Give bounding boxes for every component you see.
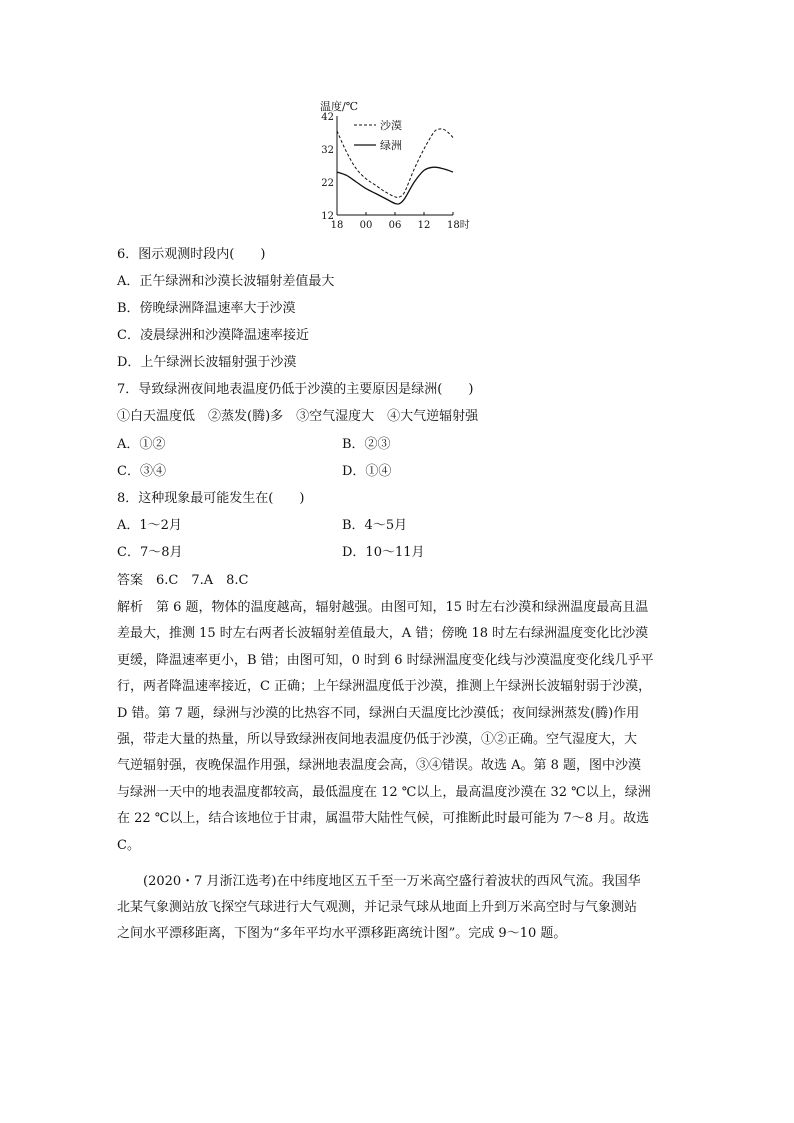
analysis-line: 行，两者降温速率接近，C 正确；上午绿洲温度低于沙漠，推测上午绿洲长波辐射弱于沙漠， <box>117 679 652 695</box>
question-7-stem: 7．导致绿洲夜间地表温度仍低于沙漠的主要原因是绿洲( ) <box>117 382 474 397</box>
analysis-line: 强，带走大量的热量，所以导致绿洲夜间地表温度仍低于沙漠，①②正确。空气湿度大，大 <box>117 732 638 748</box>
question-8-stem: 8．这种现象最可能发生在( ) <box>117 491 305 506</box>
analysis-line: 与绿洲一天中的地表温度都较高，最低温度在 12 ℃以上，最高温度沙漠在 32 ℃以上，绿洲 <box>117 784 651 800</box>
analysis-line: 在 22 ℃以上，结合该地位于甘肃，属温带大陆性气候，可推断此时最可能为 7～8 月。故选 <box>117 811 650 827</box>
q7-option-c: C．③④ <box>117 464 166 479</box>
intro-line: 之间水平漂移距离，下图为“多年平均水平漂移距离统计图”。完成 9～10 题。 <box>117 926 567 941</box>
x-tick-label: 12 <box>417 220 431 231</box>
intro-paragraph <box>117 869 679 947</box>
series-line-oasis <box>337 167 453 204</box>
y-tick-label: 32 <box>321 145 334 156</box>
q6-option-b: B．傍晚绿洲降温速率大于沙漠 <box>117 301 296 316</box>
x-tick-label: 00 <box>359 220 373 231</box>
legend <box>354 118 402 152</box>
intro-line: (2020・7 月浙江选考)在中纬度地区五千至一万米高空盛行着波状的西风气流。我国华 <box>143 874 641 889</box>
analysis-line: 解析 第 6 题，物体的温度越高，辐射越强。由图可知，15 时左右沙漠和绿洲温度最高且温 <box>117 600 649 615</box>
x-tick-label: 18 <box>330 220 344 231</box>
q6-option-a: A．正午绿洲和沙漠长波辐射差值最大 <box>117 274 335 289</box>
q7-items: ①白天温度低 ②蒸发(腾)多 ③空气湿度大 ④大气逆辐射强 <box>117 409 479 424</box>
legend-label-oasis: 绿洲 <box>380 139 402 152</box>
y-axis-label: 温度/℃ <box>320 100 359 113</box>
analysis-line: C。 <box>117 837 140 853</box>
intro-line: 北某气象测站放飞探空气球进行大气观测，并记录气球从地面上升到万米高空时与气象测站 <box>117 900 638 915</box>
y-tick-label: 42 <box>321 112 334 123</box>
q8-option-c: C．7～8月 <box>117 545 183 560</box>
q8-option-d: D．10～11月 <box>342 545 425 560</box>
q7-option-d: D．①④ <box>342 464 392 479</box>
analysis-line: D 错。第 7 题，绿洲与沙漠的比热容不同，绿洲白天温度比沙漠低；夜间绿洲蒸发(腾)作用 <box>117 705 640 721</box>
x-tick-label: 18时 <box>447 220 470 231</box>
temperature-chart <box>316 98 476 236</box>
x-tick-label: 06 <box>388 220 402 231</box>
q6-option-d: D．上午绿洲长波辐射强于沙漠 <box>117 355 297 370</box>
answer-line: 答案 6.C 7.A 8.C <box>117 573 249 588</box>
analysis-line: 差最大，推测 15 时左右两者长波辐射差值最大，A 错；傍晚 18 时左右绿洲温度变化比沙漠 <box>117 626 649 642</box>
analysis-paragraph <box>117 595 679 859</box>
y-tick-label: 22 <box>321 178 334 189</box>
analysis-line: 更缓，降温速率更小，B 错；由图可知，0 时到 6 时绿洲温度变化线与沙漠温度变化线几乎平 <box>117 652 654 668</box>
analysis-line: 气逆辐射强，夜晚保温作用强，绿洲地表温度会高，③④错误。故选 A。第 8 题，图中沙漠 <box>117 758 642 774</box>
q8-option-b: B．4～5月 <box>342 518 408 533</box>
q6-option-c: C．凌晨绿洲和沙漠降温速率接近 <box>117 328 309 343</box>
q8-option-a: A．1～2月 <box>117 518 182 533</box>
question-6-stem: 6．图示观测时段内( ) <box>117 247 266 262</box>
legend-label-desert: 沙漠 <box>380 119 402 132</box>
q7-option-a: A．①② <box>117 437 166 452</box>
y-tick-label: 12 <box>321 211 334 222</box>
q7-option-b: B．②③ <box>342 437 391 452</box>
